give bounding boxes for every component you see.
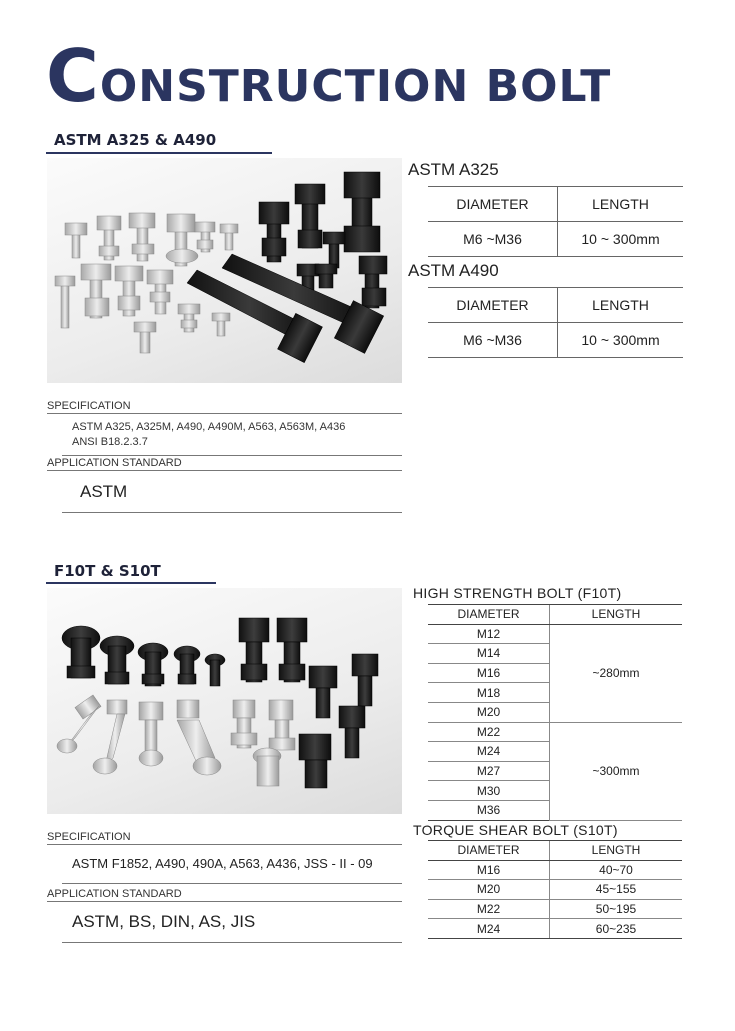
section1-heading: ASTM A325 & A490 xyxy=(54,131,217,149)
divider xyxy=(62,455,402,456)
cell-diameter: M27 xyxy=(428,761,550,781)
table-header-row xyxy=(428,841,682,861)
table-row xyxy=(428,624,682,644)
divider xyxy=(47,413,402,414)
cell-diameter: M6 ~M36 xyxy=(428,222,558,257)
cell-diameter: M12 xyxy=(428,624,550,644)
header-length: LENGTH xyxy=(550,841,683,861)
section2-spec-text: ASTM F1852, A490, 490A, A563, A436, JSS - II - 09 xyxy=(72,856,373,871)
section1-spec-line1: ASTM A325, A325M, A490, A490M, A563, A563M, A436 xyxy=(72,421,346,433)
cell-length: 10 ~ 300mm xyxy=(558,323,684,358)
cell-diameter: M22 xyxy=(428,899,550,919)
divider xyxy=(62,942,402,943)
section1-app-text: ASTM xyxy=(80,482,128,501)
section2-app-text: ASTM, BS, DIN, AS, JIS xyxy=(72,912,256,931)
header-diameter: DIAMETER xyxy=(428,841,550,861)
cell-length: 10 ~ 300mm xyxy=(558,222,684,257)
table-f10t-title: HIGH STRENGTH BOLT (F10T) xyxy=(413,585,622,601)
cell-length-group2: ~300mm xyxy=(550,722,683,820)
divider xyxy=(47,844,402,845)
cell-diameter: M20 xyxy=(428,880,550,900)
section2-heading-rule xyxy=(46,582,216,584)
divider xyxy=(62,512,402,513)
header-diameter: DIAMETER xyxy=(428,605,550,625)
cell-diameter: M16 xyxy=(428,663,550,683)
table-row xyxy=(428,722,682,742)
cell-diameter: M14 xyxy=(428,644,550,664)
cell-length-group1: ~280mm xyxy=(550,624,683,722)
table-row xyxy=(428,222,683,257)
divider xyxy=(47,901,402,902)
header-length: LENGTH xyxy=(558,288,684,323)
section1-spec-label: SPECIFICATION xyxy=(47,400,131,412)
divider xyxy=(47,470,402,471)
table-s10t-title: TORQUE SHEAR BOLT (S10T) xyxy=(413,822,618,838)
section1-spec-line2: ANSI B18.2.3.7 xyxy=(72,436,148,448)
title-rest: ONSTRUCTION BOLT xyxy=(99,61,612,112)
section2-spec-label: SPECIFICATION xyxy=(47,831,131,843)
section1-app-label: APPLICATION STANDARD xyxy=(47,457,182,469)
cell-diameter: M36 xyxy=(428,800,550,820)
table-header-row xyxy=(428,288,683,323)
table-f10t xyxy=(428,604,682,821)
cell-length: 40~70 xyxy=(550,860,683,880)
header-length: LENGTH xyxy=(550,605,683,625)
table-row xyxy=(428,860,682,880)
table-a490 xyxy=(428,287,683,358)
table-row xyxy=(428,899,682,919)
table-row xyxy=(428,880,682,900)
cell-diameter: M6 ~M36 xyxy=(428,323,558,358)
cell-length: 60~235 xyxy=(550,919,683,939)
header-length: LENGTH xyxy=(558,187,684,222)
section1-heading-rule xyxy=(46,152,272,154)
table-a325-title: ASTM A325 xyxy=(408,160,499,179)
cell-diameter: M24 xyxy=(428,919,550,939)
section2-app-label: APPLICATION STANDARD xyxy=(47,888,182,900)
title-initial: C xyxy=(46,34,100,118)
table-row xyxy=(428,919,682,939)
section2-heading: F10T & S10T xyxy=(54,562,161,580)
cell-diameter: M18 xyxy=(428,683,550,703)
page-title xyxy=(46,34,612,118)
header-diameter: DIAMETER xyxy=(428,288,558,323)
table-a325 xyxy=(428,186,683,257)
table-header-row xyxy=(428,187,683,222)
cell-length: 45~155 xyxy=(550,880,683,900)
astm-bolts-photo xyxy=(47,158,402,383)
table-s10t xyxy=(428,840,682,939)
table-header-row xyxy=(428,605,682,625)
table-row xyxy=(428,323,683,358)
cell-diameter: M20 xyxy=(428,702,550,722)
cell-diameter: M16 xyxy=(428,860,550,880)
table-a490-title: ASTM A490 xyxy=(408,261,499,280)
header-diameter: DIAMETER xyxy=(428,187,558,222)
f10t-s10t-bolts-photo xyxy=(47,588,402,814)
cell-diameter: M30 xyxy=(428,781,550,801)
cell-diameter: M22 xyxy=(428,722,550,742)
cell-diameter: M24 xyxy=(428,742,550,762)
cell-length: 50~195 xyxy=(550,899,683,919)
divider xyxy=(62,883,402,884)
